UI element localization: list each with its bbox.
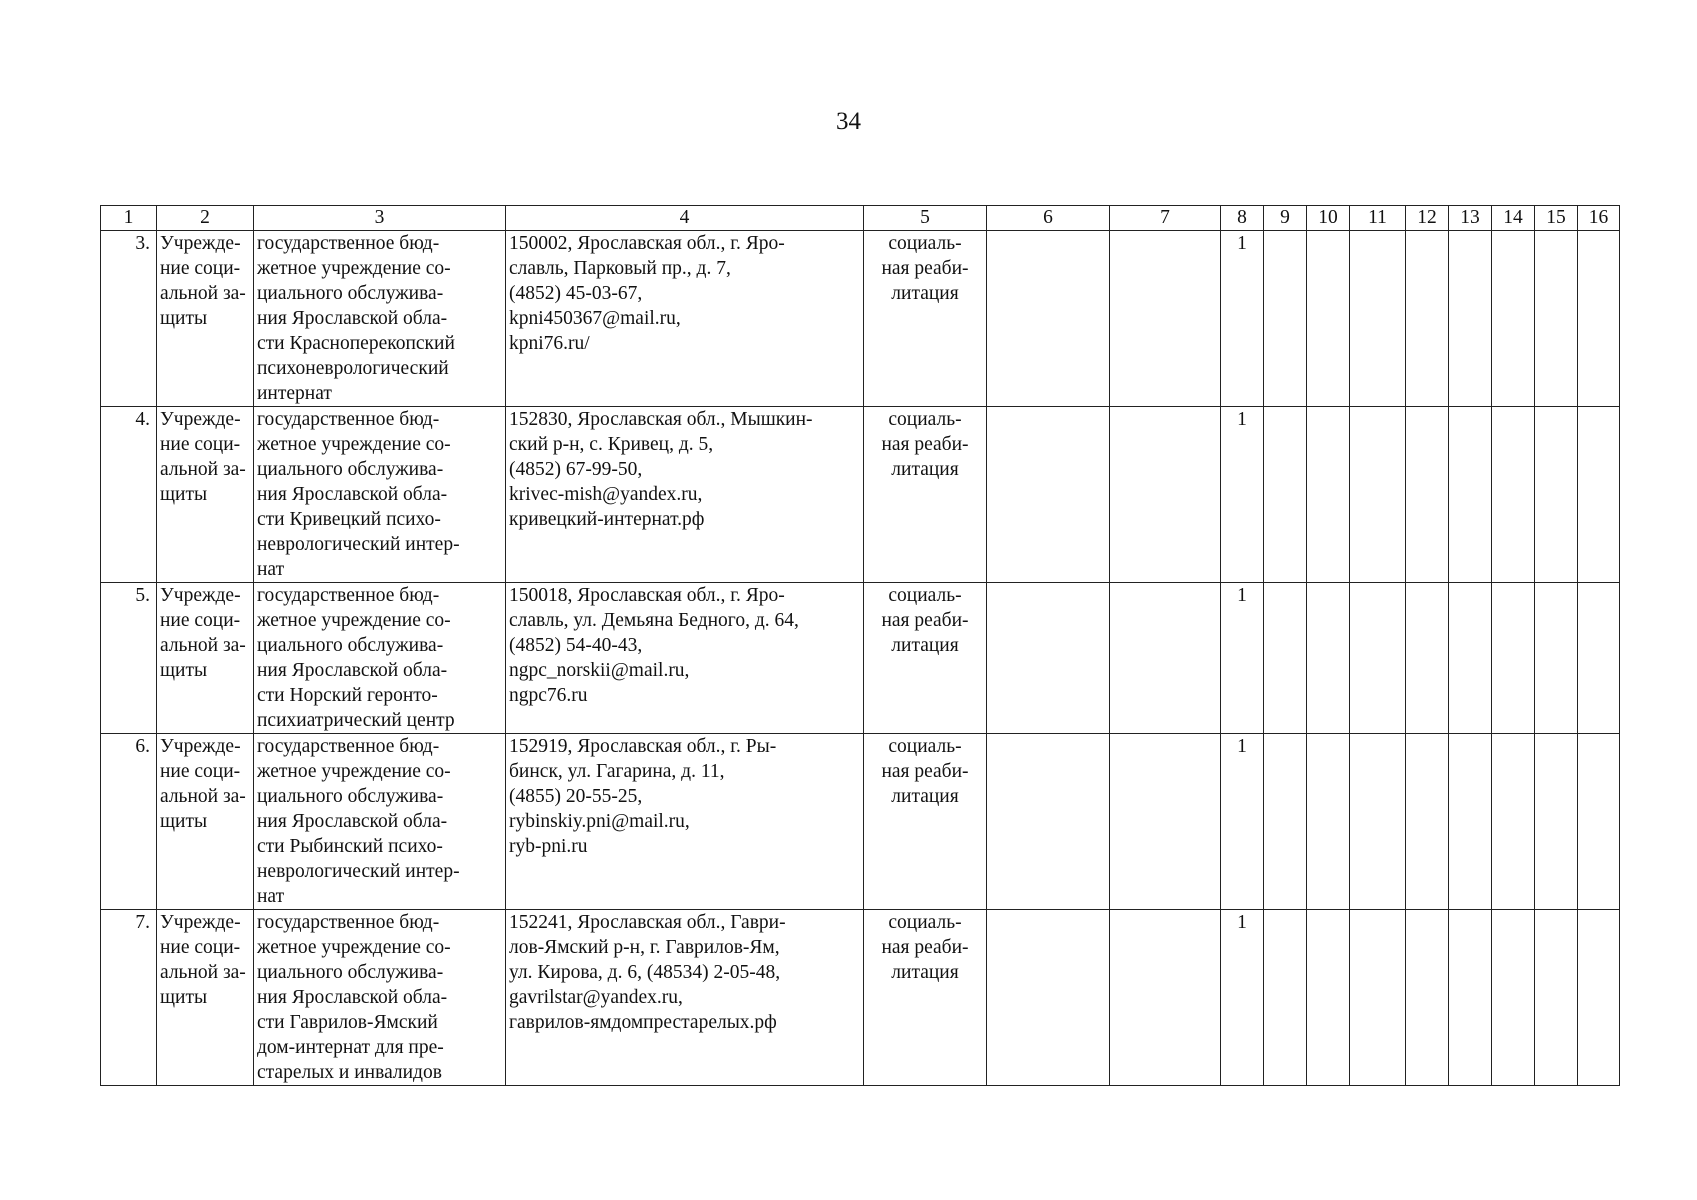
cell-line: щиты (160, 987, 208, 1008)
empty-cell (1406, 910, 1449, 1086)
empty-cell (1578, 231, 1620, 407)
empty-cell (1350, 734, 1406, 910)
empty-cell (1578, 407, 1620, 583)
cell-line: литация (891, 635, 959, 656)
count-cell: 1 (1221, 407, 1264, 583)
empty-cell (1449, 231, 1492, 407)
cell-line: (4852) 67-99-50, (509, 459, 643, 480)
cell-line: циального обслужива- (257, 962, 444, 983)
empty-cell (1535, 407, 1578, 583)
empty-cell (1578, 583, 1620, 734)
col-header: 13 (1449, 206, 1492, 231)
empty-cell (987, 583, 1110, 734)
cell-line: государственное бюд- (257, 912, 440, 933)
col-header: 12 (1406, 206, 1449, 231)
cell-line: государственное бюд- (257, 233, 440, 254)
cell-line: ная реаби- (881, 610, 969, 631)
institution-name-cell (254, 407, 506, 583)
cell-line: ная реаби- (881, 434, 969, 455)
empty-cell (1350, 583, 1406, 734)
cell-line: гаврилов-ямдомпрестарелых.рф (509, 1012, 777, 1033)
cell-line: ryb-pni.ru (509, 836, 588, 857)
empty-cell (1492, 734, 1535, 910)
cell-line: сти Рыбинский психо- (257, 836, 443, 857)
table-row (101, 407, 1620, 583)
row-number-cell: 5. (101, 583, 157, 734)
table-row (101, 583, 1620, 734)
cell-line: жетное учреждение со- (257, 434, 451, 455)
cell-line: старелых и инвалидов (257, 1062, 442, 1083)
institution-name-cell (254, 583, 506, 734)
cell-line: литация (891, 962, 959, 983)
service-type-cell (864, 910, 987, 1086)
cell-line: Учрежде- (160, 912, 241, 933)
row-number-cell: 7. (101, 910, 157, 1086)
cell-line: сти Красноперекопский (257, 333, 455, 354)
table-row (101, 734, 1620, 910)
cell-line: Учрежде- (160, 233, 241, 254)
col-header: 7 (1110, 206, 1221, 231)
cell-line: литация (891, 459, 959, 480)
empty-cell (1110, 734, 1221, 910)
address-contacts-cell (506, 583, 864, 734)
institutions-table (100, 205, 1620, 1086)
cell-line: социаль- (888, 409, 962, 430)
cell-line: (4855) 20-55-25, (509, 786, 643, 807)
authority-type-cell (157, 407, 254, 583)
page-number: 34 (836, 108, 861, 135)
cell-line: Учрежде- (160, 736, 241, 757)
cell-line: лов-Ямский р-н, г. Гаврилов-Ям, (509, 937, 780, 958)
col-header: 14 (1492, 206, 1535, 231)
authority-type-cell (157, 734, 254, 910)
cell-line: альной за- (160, 283, 246, 304)
cell-line: альной за- (160, 635, 246, 656)
cell-line: 152919, Ярославская обл., г. Ры- (509, 736, 777, 757)
cell-line: Учрежде- (160, 409, 241, 430)
empty-cell (1449, 910, 1492, 1086)
cell-line: интернат (257, 383, 332, 404)
cell-line: ния Ярославской обла- (257, 308, 448, 329)
cell-line: неврологический интер- (257, 534, 460, 555)
address-contacts-cell (506, 910, 864, 1086)
cell-line: циального обслужива- (257, 283, 444, 304)
cell-line: государственное бюд- (257, 585, 440, 606)
col-header: 8 (1221, 206, 1264, 231)
cell-line: ния Ярославской обла- (257, 484, 448, 505)
row-number-cell: 3. (101, 231, 157, 407)
cell-line: социаль- (888, 585, 962, 606)
cell-line: дом-интернат для пре- (257, 1037, 444, 1058)
service-type-cell (864, 407, 987, 583)
empty-cell (1264, 910, 1307, 1086)
empty-cell (1264, 734, 1307, 910)
cell-line: жетное учреждение со- (257, 610, 451, 631)
empty-cell (1110, 231, 1221, 407)
count-cell: 1 (1221, 231, 1264, 407)
empty-cell (1307, 231, 1350, 407)
cell-line: сти Кривецкий психо- (257, 509, 441, 530)
col-header: 10 (1307, 206, 1350, 231)
col-header: 15 (1535, 206, 1578, 231)
cell-line: ние соци- (160, 937, 241, 958)
cell-line: kpni450367@mail.ru, (509, 308, 681, 329)
cell-line: социаль- (888, 736, 962, 757)
cell-line: славль, ул. Демьяна Бедного, д. 64, (509, 610, 799, 631)
empty-cell (1110, 583, 1221, 734)
cell-line: ский р-н, с. Кривец, д. 5, (509, 434, 714, 455)
cell-line: альной за- (160, 962, 246, 983)
empty-cell (1535, 734, 1578, 910)
cell-line: нат (257, 559, 285, 580)
cell-line: щиты (160, 484, 208, 505)
cell-line: психоневрологический (257, 358, 449, 379)
empty-cell (1492, 407, 1535, 583)
empty-cell (1406, 407, 1449, 583)
cell-line: литация (891, 786, 959, 807)
service-type-cell (864, 734, 987, 910)
empty-cell (1449, 407, 1492, 583)
empty-cell (1307, 407, 1350, 583)
col-header: 11 (1350, 206, 1406, 231)
cell-line: 152830, Ярославская обл., Мышкин- (509, 409, 813, 430)
cell-line: (4852) 45-03-67, (509, 283, 643, 304)
empty-cell (1350, 231, 1406, 407)
cell-line: жетное учреждение со- (257, 761, 451, 782)
cell-line: государственное бюд- (257, 409, 440, 430)
cell-line: ngpc_norskii@mail.ru, (509, 660, 690, 681)
address-contacts-cell (506, 734, 864, 910)
empty-cell (987, 407, 1110, 583)
empty-cell (1110, 910, 1221, 1086)
cell-line: альной за- (160, 459, 246, 480)
empty-cell (1264, 231, 1307, 407)
empty-cell (1307, 583, 1350, 734)
cell-line: ул. Кирова, д. 6, (48534) 2-05-48, (509, 962, 781, 983)
cell-line: kpni76.ru/ (509, 333, 590, 354)
empty-cell (1492, 910, 1535, 1086)
cell-line: циального обслужива- (257, 786, 444, 807)
cell-line: (4852) 54-40-43, (509, 635, 643, 656)
table-row (101, 910, 1620, 1086)
authority-type-cell (157, 231, 254, 407)
cell-line: славль, Парковый пр., д. 7, (509, 258, 731, 279)
empty-cell (1110, 407, 1221, 583)
cell-line: щиты (160, 811, 208, 832)
col-header: 6 (987, 206, 1110, 231)
cell-line: ние соци- (160, 761, 241, 782)
empty-cell (1406, 734, 1449, 910)
cell-line: ная реаби- (881, 761, 969, 782)
cell-line: ная реаби- (881, 937, 969, 958)
col-header: 9 (1264, 206, 1307, 231)
institution-name-cell (254, 734, 506, 910)
cell-line: 150018, Ярославская обл., г. Яро- (509, 585, 785, 606)
cell-line: щиты (160, 660, 208, 681)
cell-line: бинск, ул. Гагарина, д. 11, (509, 761, 725, 782)
cell-line: кривецкий-интернат.рф (509, 509, 705, 530)
institution-name-cell (254, 910, 506, 1086)
empty-cell (1350, 910, 1406, 1086)
empty-cell (1264, 407, 1307, 583)
empty-cell (1535, 910, 1578, 1086)
cell-line: социаль- (888, 233, 962, 254)
empty-cell (1406, 231, 1449, 407)
authority-type-cell (157, 910, 254, 1086)
cell-line: циального обслужива- (257, 459, 444, 480)
service-type-cell (864, 583, 987, 734)
cell-line: ния Ярославской обла- (257, 811, 448, 832)
cell-line: жетное учреждение со- (257, 258, 451, 279)
col-header: 16 (1578, 206, 1620, 231)
empty-cell (1449, 734, 1492, 910)
empty-cell (1492, 231, 1535, 407)
cell-line: государственное бюд- (257, 736, 440, 757)
empty-cell (1350, 407, 1406, 583)
row-number-cell: 6. (101, 734, 157, 910)
empty-cell (987, 910, 1110, 1086)
empty-cell (1406, 583, 1449, 734)
cell-line: социаль- (888, 912, 962, 933)
cell-line: психиатрический центр (257, 710, 455, 731)
empty-cell (1264, 583, 1307, 734)
cell-line: жетное учреждение со- (257, 937, 451, 958)
cell-line: 150002, Ярославская обл., г. Яро- (509, 233, 785, 254)
empty-cell (1492, 583, 1535, 734)
count-cell: 1 (1221, 583, 1264, 734)
count-cell: 1 (1221, 910, 1264, 1086)
cell-line: ние соци- (160, 610, 241, 631)
cell-line: ngpc76.ru (509, 685, 588, 706)
cell-line: Учрежде- (160, 585, 241, 606)
col-header: 5 (864, 206, 987, 231)
empty-cell (1307, 734, 1350, 910)
count-cell: 1 (1221, 734, 1264, 910)
address-contacts-cell (506, 231, 864, 407)
cell-line: rybinskiy.pni@mail.ru, (509, 811, 690, 832)
cell-line: литация (891, 283, 959, 304)
cell-line: gavrilstar@yandex.ru, (509, 987, 683, 1008)
empty-cell (1578, 910, 1620, 1086)
authority-type-cell (157, 583, 254, 734)
cell-line: щиты (160, 308, 208, 329)
empty-cell (1578, 734, 1620, 910)
cell-line: ния Ярославской обла- (257, 660, 448, 681)
col-header: 3 (254, 206, 506, 231)
service-type-cell (864, 231, 987, 407)
address-contacts-cell (506, 407, 864, 583)
col-header: 1 (101, 206, 157, 231)
col-header: 2 (157, 206, 254, 231)
institution-name-cell (254, 231, 506, 407)
empty-cell (1307, 910, 1350, 1086)
col-header: 4 (506, 206, 864, 231)
cell-line: неврологический интер- (257, 861, 460, 882)
empty-cell (1449, 583, 1492, 734)
empty-cell (1535, 583, 1578, 734)
empty-cell (987, 231, 1110, 407)
empty-cell (987, 734, 1110, 910)
cell-line: сти Норский геронто- (257, 685, 438, 706)
column-number-row (101, 206, 1620, 231)
cell-line: нат (257, 886, 285, 907)
cell-line: ние соци- (160, 258, 241, 279)
cell-line: сти Гаврилов-Ямский (257, 1012, 438, 1033)
cell-line: 152241, Ярославская обл., Гаври- (509, 912, 786, 933)
cell-line: ние соци- (160, 434, 241, 455)
cell-line: ния Ярославской обла- (257, 987, 448, 1008)
empty-cell (1535, 231, 1578, 407)
cell-line: ная реаби- (881, 258, 969, 279)
row-number-cell: 4. (101, 407, 157, 583)
cell-line: альной за- (160, 786, 246, 807)
table-row (101, 231, 1620, 407)
cell-line: циального обслужива- (257, 635, 444, 656)
cell-line: krivec-mish@yandex.ru, (509, 484, 703, 505)
